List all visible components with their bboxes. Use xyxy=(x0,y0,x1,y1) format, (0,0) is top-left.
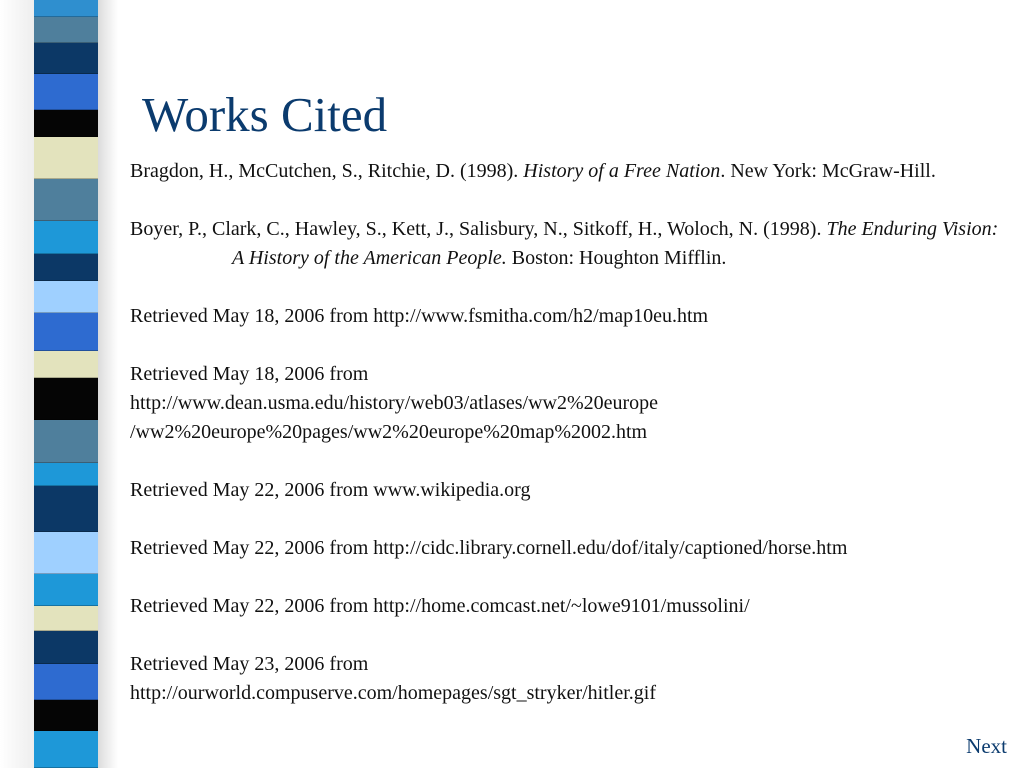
citation-compuserve xyxy=(130,650,1010,708)
stripe-block xyxy=(34,606,98,631)
stripe-block xyxy=(34,486,98,532)
citation-text: . New York: McGraw-Hill. xyxy=(720,160,936,182)
stripe-block xyxy=(34,17,98,43)
stripe-block xyxy=(34,351,98,378)
stripe-block xyxy=(34,313,98,351)
citation-line: Retrieved May 22, 2006 from www.wikipedia.org xyxy=(130,479,531,501)
stripe-block xyxy=(34,0,98,17)
citation-bragdon xyxy=(130,157,1010,186)
citation-url: http://www.dean.usma.edu/history/web03/atlases/ww2%20europe xyxy=(130,392,659,414)
citation-book-title: History of a Free Nation xyxy=(523,160,721,182)
stripe-block xyxy=(34,532,98,574)
citation-line: Retrieved May 23, 2006 from xyxy=(130,653,369,675)
stripe-block xyxy=(34,43,98,74)
citation-text: Bragdon, H., McCutchen, S., Ritchie, D. (1998). xyxy=(130,160,524,182)
stripe-block xyxy=(34,664,98,700)
stripe-block xyxy=(34,110,98,137)
stripe-block xyxy=(34,420,98,462)
citation-wikipedia xyxy=(130,476,1010,505)
stripe-block xyxy=(34,463,98,486)
citation-line: Retrieved May 18, 2006 from xyxy=(130,363,369,385)
citation-fsmitha xyxy=(130,302,1010,331)
citation-line: Retrieved May 22, 2006 from http://cidc.library.cornell.edu/dof/italy/captioned/horse.htm xyxy=(130,537,848,559)
slide-title: Works Cited xyxy=(142,87,388,142)
decorative-stripe xyxy=(34,0,98,768)
citation-boyer xyxy=(130,215,1010,273)
citation-book-title: The Enduring Vision: A History of the American People. xyxy=(232,218,999,269)
stripe-block xyxy=(34,221,98,254)
works-cited-list xyxy=(130,157,1010,737)
citation-text: Boston: Houghton Mifflin. xyxy=(506,247,727,269)
stripe-block xyxy=(34,254,98,281)
stripe-block xyxy=(34,137,98,179)
citation-url: http://ourworld.compuserve.com/homepages/sgt_stryker/hitler.gif xyxy=(130,682,657,704)
stripe-block xyxy=(34,281,98,314)
citation-url: /ww2%20europe%20pages/ww2%20europe%20map%2002.htm xyxy=(130,421,648,443)
stripe-block xyxy=(34,631,98,664)
citation-line: Retrieved May 22, 2006 from http://home.comcast.net/~lowe9101/mussolini/ xyxy=(130,595,750,617)
stripe-block xyxy=(34,179,98,221)
stripe-block xyxy=(34,378,98,420)
stripe-block xyxy=(34,700,98,731)
citation-dean-usma xyxy=(130,360,1010,447)
stripe-block xyxy=(34,731,98,768)
citation-text: Boyer, P., Clark, C., Hawley, S., Kett, J., Salisbury, N., Sitkoff, H., Woloch, N. (1998). xyxy=(130,218,827,240)
citation-comcast xyxy=(130,592,1010,621)
citation-cornell xyxy=(130,534,1010,563)
stripe-block xyxy=(34,74,98,110)
stripe-block xyxy=(34,574,98,607)
next-link[interactable]: Next xyxy=(966,734,1007,758)
citation-line: Retrieved May 18, 2006 from http://www.fsmitha.com/h2/map10eu.htm xyxy=(130,305,709,327)
